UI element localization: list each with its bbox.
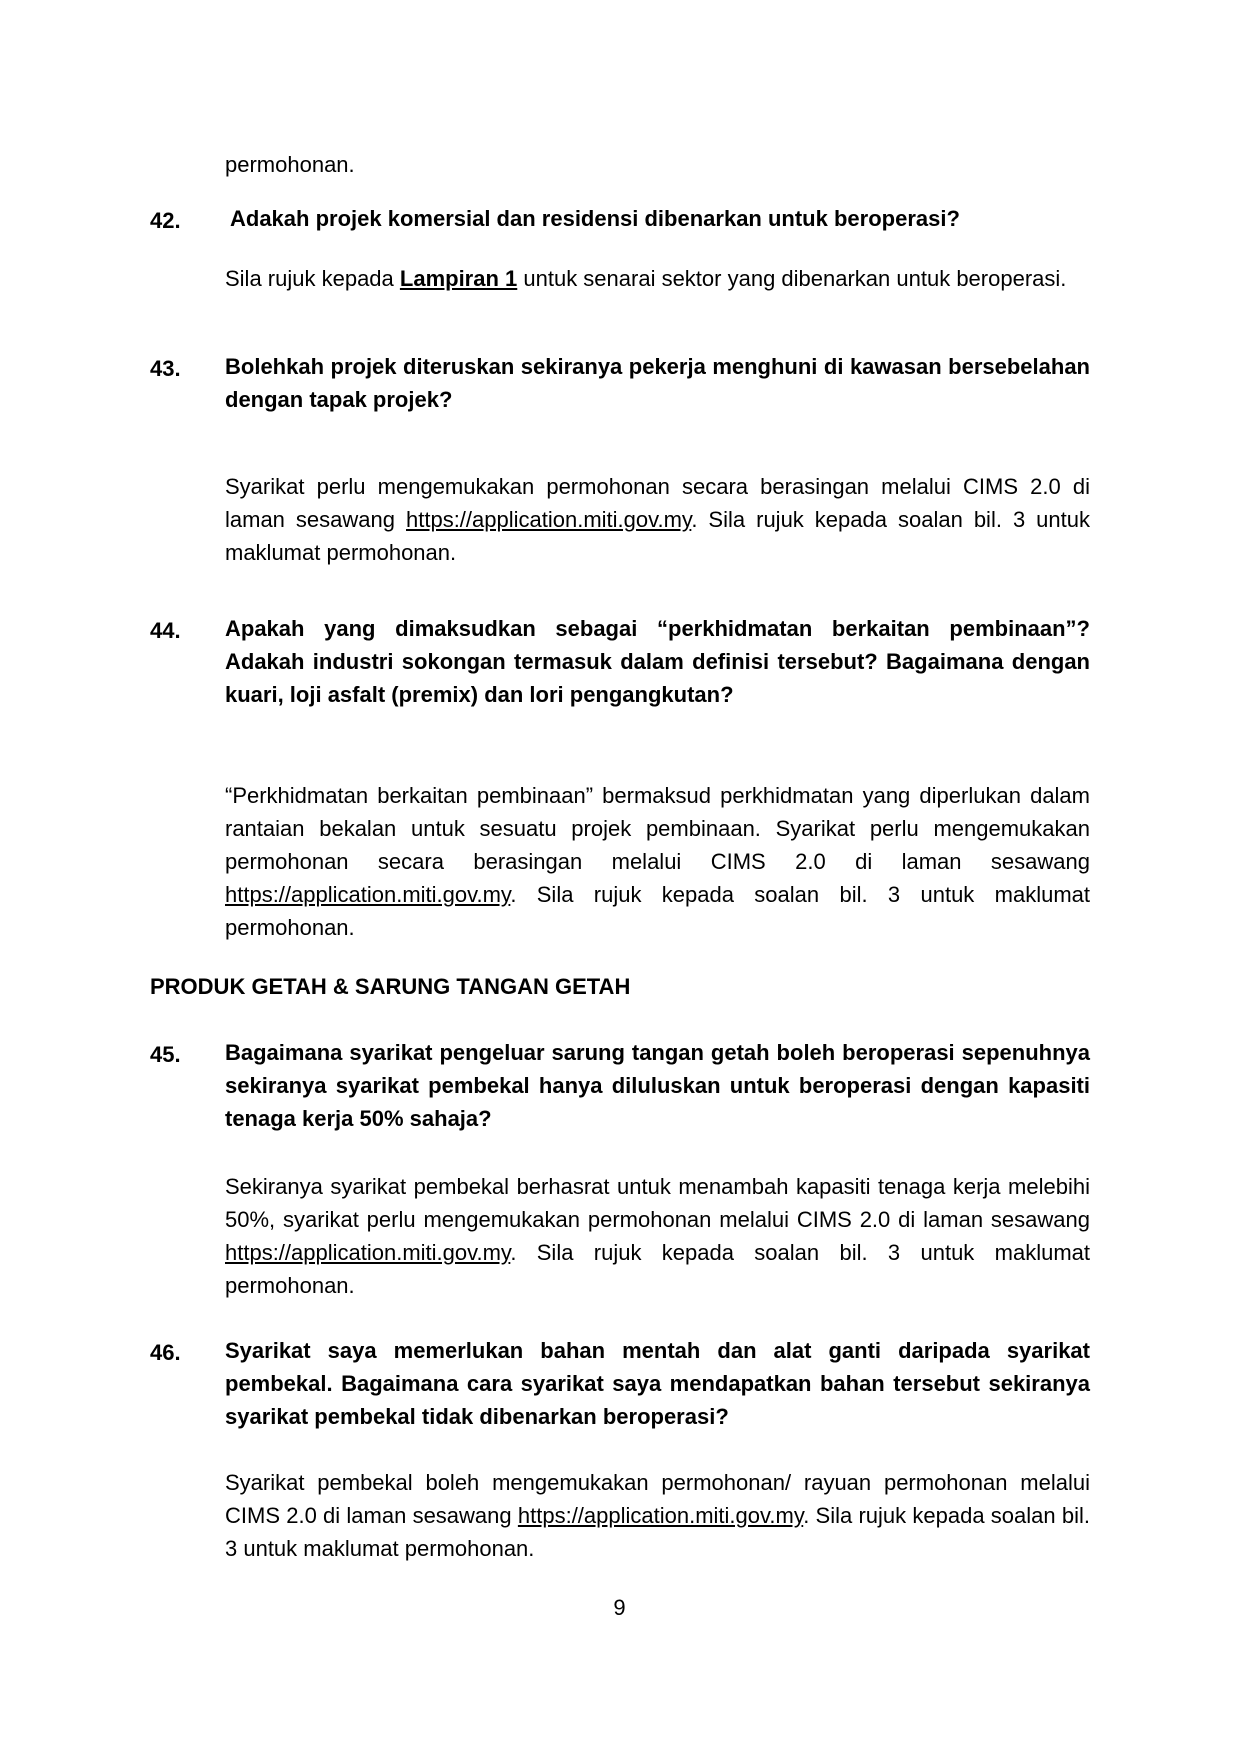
answer-text-post: . Sila rujuk kepada soalan bil. 3 untuk maklumat permohonan. (225, 882, 1090, 940)
answer-46 (225, 1466, 1090, 1565)
section-heading: PRODUK GETAH & SARUNG TANGAN GETAH (150, 974, 631, 999)
miti-application-link[interactable]: https://application.miti.gov.my (225, 882, 511, 907)
answer-text-pre: Sila rujuk kepada (225, 266, 400, 291)
page-number: 9 (613, 1595, 626, 1620)
question-text: Adakah projek komersial dan residensi dibenarkan untuk beroperasi? (230, 206, 960, 231)
lampiran-1-link[interactable]: Lampiran 1 (399, 266, 518, 291)
question-number: 43. (150, 356, 181, 381)
answer-text-pre: Syarikat perlu mengemukakan permohonan secara berasingan melalui CIMS 2.0 di laman sesawang (225, 474, 1090, 532)
answer-43 (225, 470, 1090, 569)
continuation-text: permohonan. (225, 152, 355, 177)
question-number: 42. (150, 208, 181, 233)
miti-application-link[interactable]: https://application.miti.gov.my (517, 1503, 804, 1528)
question-number: 46. (150, 1340, 181, 1365)
answer-45 (225, 1170, 1090, 1302)
question-number: 45. (150, 1042, 181, 1067)
miti-application-link[interactable]: https://application.miti.gov.my (225, 1240, 511, 1265)
answer-44 (225, 779, 1090, 944)
answer-text-post: . Sila rujuk kepada soalan bil. 3 untuk maklumat permohonan. (225, 1240, 1090, 1298)
question-number: 44. (150, 618, 181, 643)
answer-text-pre: “Perkhidmatan berkaitan pembinaan” bermaksud perkhidmatan yang diperlukan dalam rantaian bekalan untuk sesuatu projek pembinaan. Syarikat perlu mengemukakan permohonan secara berasingan melalui CIMS 2.0 di laman sesawang (225, 783, 1090, 874)
question-text: Apakah yang dimaksudkan sebagai “perkhidmatan berkaitan pembinaan”? Adakah industri sokongan termasuk dalam definisi tersebut? Bagaimana dengan kuari, loji asfalt (premix) dan lori pengangkutan? (225, 616, 1090, 707)
answer-text-post: . Sila rujuk kepada soalan bil. 3 untuk maklumat permohonan. (225, 1503, 1090, 1561)
question-text: Syarikat saya memerlukan bahan mentah dan alat ganti daripada syarikat pembekal. Bagaimana cara syarikat saya mendapatkan bahan tersebut sekiranya syarikat pembekal tidak dibenarkan beroperasi? (225, 1338, 1090, 1429)
answer-text-pre: Syarikat pembekal boleh mengemukakan permohonan/ rayuan permohonan melalui CIMS 2.0 di laman sesawang (225, 1470, 1090, 1528)
miti-application-link[interactable]: https://application.miti.gov.my (406, 507, 692, 532)
answer-42 (225, 262, 1090, 295)
answer-text-post: untuk senarai sektor yang dibenarkan untuk beroperasi. (517, 266, 1067, 291)
question-text: Bolehkah projek diteruskan sekiranya pekerja menghuni di kawasan bersebelahan dengan tapak projek? (225, 354, 1090, 412)
question-text: Bagaimana syarikat pengeluar sarung tangan getah boleh beroperasi sepenuhnya sekiranya syarikat pembekal hanya diluluskan untuk beroperasi dengan kapasiti tenaga kerja 50% sahaja? (225, 1040, 1090, 1131)
answer-text-post: . Sila rujuk kepada soalan bil. 3 untuk maklumat permohonan. (225, 507, 1090, 565)
answer-text-pre: Sekiranya syarikat pembekal berhasrat untuk menambah kapasiti tenaga kerja melebihi 50%, syarikat perlu mengemukakan permohonan melalui CIMS 2.0 di laman sesawang (225, 1174, 1090, 1232)
